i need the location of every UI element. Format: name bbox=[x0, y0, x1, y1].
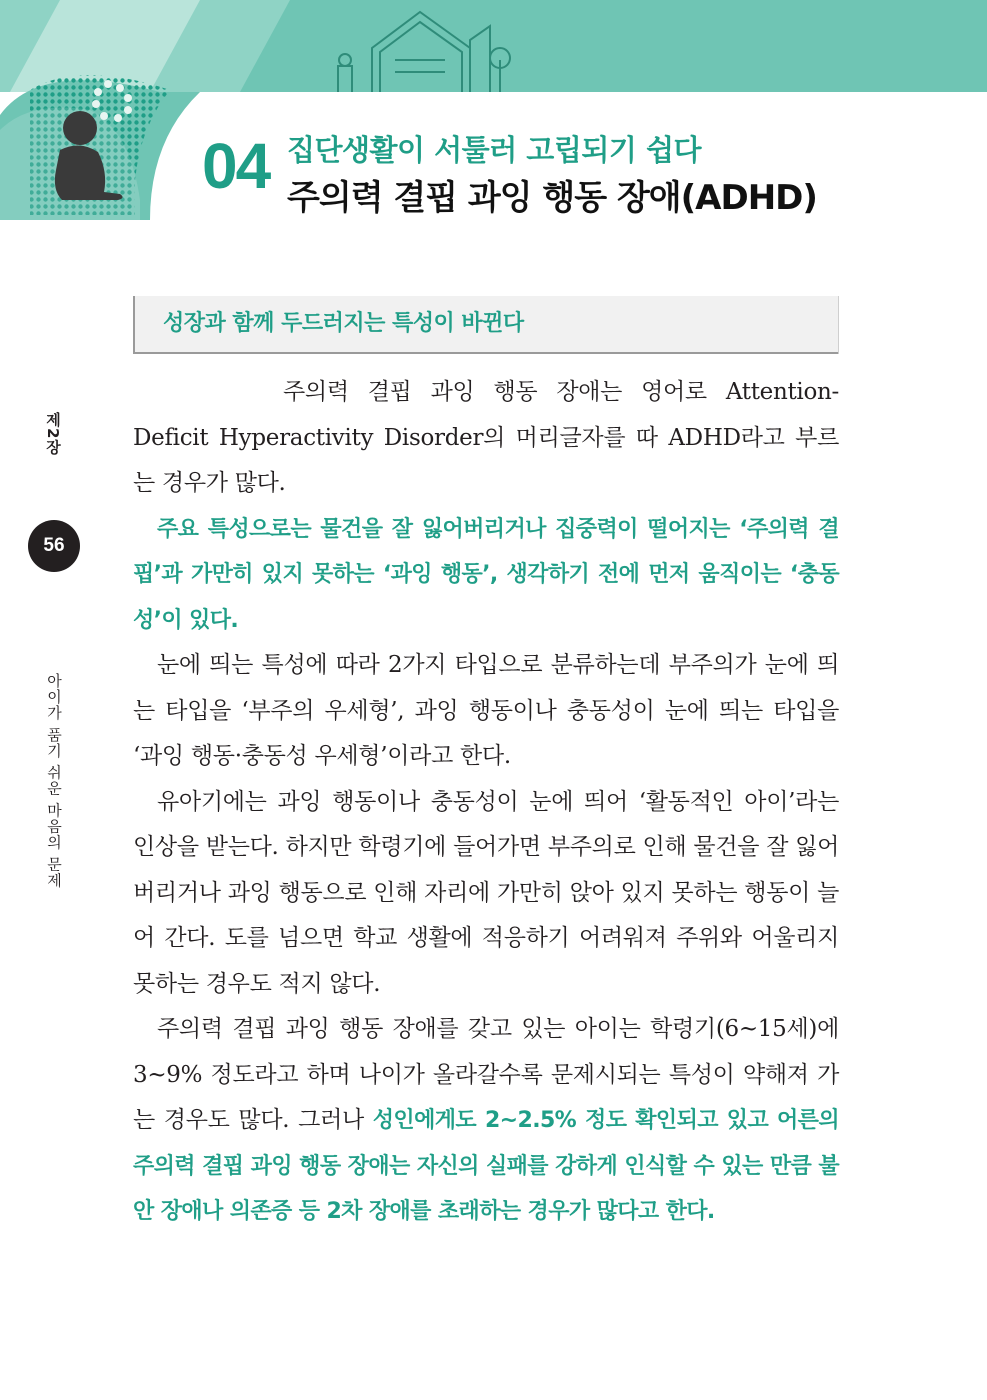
page-title: 주의력 결핍 과잉 행동 장애(ADHD) bbox=[287, 178, 817, 218]
paragraph-4: 유아기에는 과잉 행동이나 충동성이 눈에 띄어 ‘활동적인 아이’라는 인상을 받는다. 하지만 학령기에 들어가면 부주의로 인해 물건을 잘 잃어버리거나 과잉 행동으로 인해 자리에 가만히 앉아 있지 못하는 행동이 늘어 간다. 도를 넘으면 학교 생활에 적응하기 어려워져 주위와 어울리지 못하는 경우도 적지 않다. bbox=[133, 788, 839, 997]
paragraph-1: 주의력 결핍 과잉 행동 장애는 영어로 Attention-Deficit Hyperactivity Disorder의 머리글자를 따 ADHD라고 부르는 경우가 많다. bbox=[133, 379, 839, 496]
section-heading: 성장과 함께 두드러지는 특성이 바뀐다 bbox=[163, 311, 524, 336]
section-underline bbox=[135, 352, 838, 354]
paragraph-5-highlight: 성인에게도 2~2.5% 정도 확인되고 있고 어른의 주의력 결핍 과잉 행동 장애는 자신의 실패를 강하게 인식할 수 있는 만큼 불안 장애나 의존증 등 2차 장애를 초래하는 경우가 많다고 한다. bbox=[133, 1108, 839, 1224]
body-text bbox=[133, 370, 839, 1235]
page-subtitle: 집단생활이 서툴러 고립되기 쉽다 bbox=[287, 133, 701, 167]
page-number-badge: 56 bbox=[28, 520, 80, 572]
section-heading-box bbox=[133, 296, 839, 354]
chapter-number: 04 bbox=[202, 130, 270, 202]
sidebar-book-title: 아이가 품기 쉬운 마음의 문제 bbox=[45, 673, 63, 889]
paragraph-2-highlight: 주요 특성으로는 물건을 잘 잃어버리거나 집중력이 떨어지는 ‘주의력 결핍’과 가만히 있지 못하는 ‘과잉 행동’, 생각하기 전에 먼저 움직이는 ‘충동성’이 있다. bbox=[133, 516, 839, 633]
paragraph-3: 눈에 띄는 특성에 따라 2가지 타입으로 분류하는데 부주의가 눈에 띄는 타입을 ‘부주의 우세형’, 과잉 행동이나 충동성이 눈에 띄는 타입을 ‘과잉 행동·충동성 우세형’이라고 한다. bbox=[133, 652, 839, 769]
paragraph-5-text: 주의력 결핍 과잉 행동 장애를 갖고 있는 아이는 학령기(6~15세)에 3~9% 정도라고 하며 나이가 올라갈수록 문제시되는 특성이 약해져 가는 경우도 많다. 그러나 bbox=[133, 1016, 839, 1133]
sidebar-chapter-label: 제2장 bbox=[44, 412, 62, 456]
paragraph-5 bbox=[133, 1007, 839, 1235]
